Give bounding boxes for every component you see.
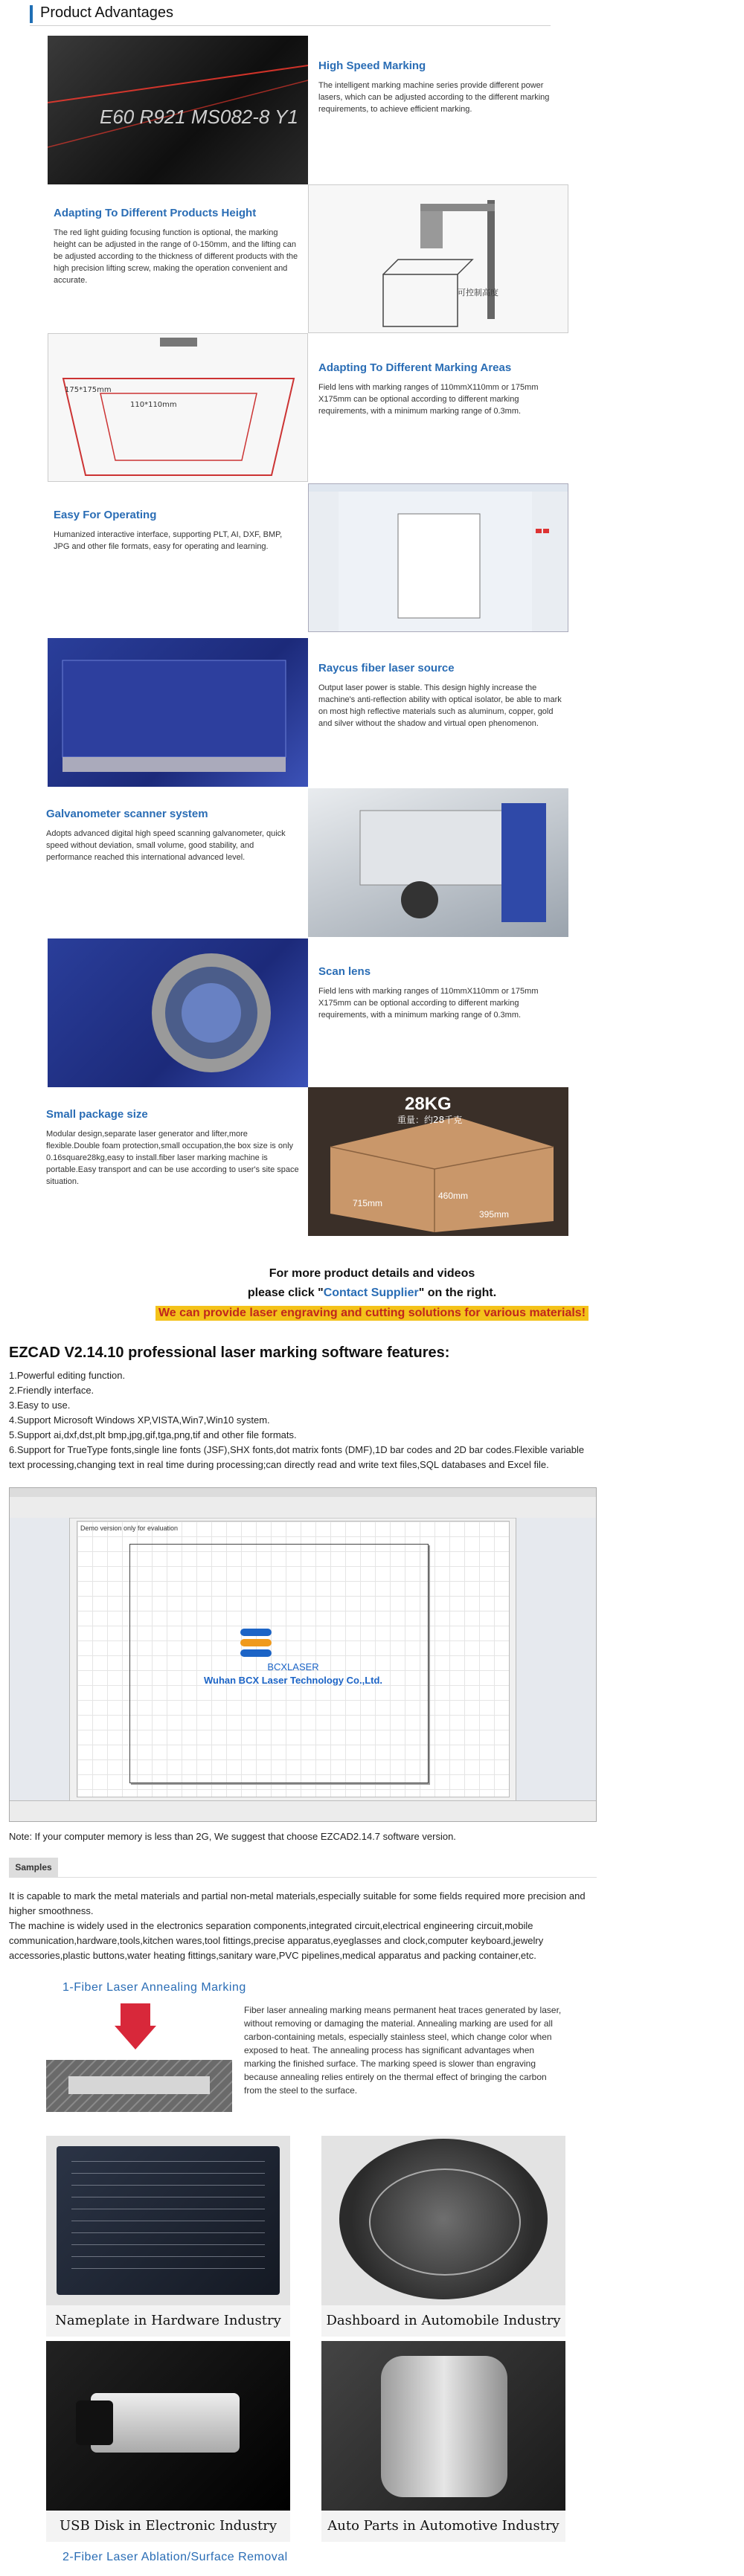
area-label-large: 175*175mm xyxy=(65,386,112,394)
annealing-heading: 1-Fiber Laser Annealing Marking xyxy=(62,1981,246,1994)
feature-areas xyxy=(318,361,564,417)
contact-supplier-link[interactable]: Contact Supplier xyxy=(323,1287,419,1299)
ezcad-feature-list xyxy=(9,1368,597,1472)
feature-title: Adapting To Different Products Height xyxy=(54,207,257,219)
weight-label: 28KG xyxy=(405,1094,452,1114)
feature-height xyxy=(54,207,299,286)
feature-body: Field lens with marking ranges of 110mmX110mm or 175mm X175mm can be optional according to different marking requirements, with a minimum marking range of 0.3mm. xyxy=(318,383,539,416)
feature-package xyxy=(46,1108,299,1188)
feature-title: Scan lens xyxy=(318,965,371,978)
gallery-caption: Auto Parts in Automotive Industry xyxy=(321,2511,565,2542)
samples-tab[interactable]: Samples xyxy=(9,1858,58,1877)
feature-raycus xyxy=(318,662,564,730)
bcx-logo-icon xyxy=(237,1626,275,1658)
ezcad-screenshot xyxy=(9,1487,597,1822)
engraved-part-text: E60 R921 MS082-8 Y1 xyxy=(100,106,298,128)
samples-divider xyxy=(9,1877,597,1878)
list-item: 5.Support ai,dxf,dst,plt bmp,jpg,gif,tga,png,tif and other file formats. xyxy=(9,1429,297,1440)
box-width-label: 395mm xyxy=(479,1209,510,1220)
memory-note: Note: If your computer memory is less than 2G, We suggest that choose EZCAD2.14.7 software version. xyxy=(9,1831,456,1842)
annealing-diagram xyxy=(46,2003,232,2115)
feature-body: Output laser power is stable. This design highly increase the machine's anti-reflection ability with optical isolator, be able to mark on most high reflective materials such as aluminum, copper, gold and silver without the shadow and virtual open phenomenon. xyxy=(318,683,562,728)
feature-body: Humanized interactive interface, supporting PLT, AI, DXF, BMP, JPG and other file formats, easy for operating and learning. xyxy=(54,530,283,551)
list-item: 6.Support for TrueType fonts,single line fonts (JSF),SHX fonts,dot matrix fonts (DMF),1D bar codes and 2D bar codes.Flexible variable text processing,changing text in real time during processing;can directly read and write text files,SQL databases and Excel file. xyxy=(9,1444,585,1470)
height-adjust-image xyxy=(308,184,568,333)
ablation-heading: 2-Fiber Laser Ablation/Surface Removal xyxy=(62,2551,288,2563)
gallery-caption: USB Disk in Electronic Industry xyxy=(46,2511,290,2542)
feature-body: Field lens with marking ranges of 110mmX110mm or 175mm X175mm can be optional according to different marking requirements, with a minimum marking range of 0.3mm. xyxy=(318,987,539,1020)
feature-title: Small package size xyxy=(46,1108,148,1121)
gallery-caption: Dashboard in Automobile Industry xyxy=(321,2305,565,2337)
high-speed-marking-image xyxy=(48,36,308,184)
marking-area-image xyxy=(48,333,308,482)
feature-high-speed xyxy=(318,59,564,115)
feature-title: Galvanometer scanner system xyxy=(46,808,208,820)
annealing-description: Fiber laser annealing marking means permanent heat traces generated by laser, without removing or damaging the material. Annealing marking are used for all carbon-containing metals, especially stainless steel, which change color when exposed to heat. The annealing process has significant advantages when marking the finished surface. The marking speed is slower than engraving because annealing relies entirely on the thermal effect of bringing the carbon from the steel to the surface. xyxy=(244,2005,562,2096)
sample-usb-disk xyxy=(46,2341,290,2542)
list-item: 2.Friendly interface. xyxy=(9,1385,94,1396)
feature-body: The red light guiding focusing function is optional, the marking height can be adjusted in the range of 0-150mm, and the lifting can be adjusted according to the thickness of different products with the high precision lifting screw, making the operation convenient and accurate. xyxy=(54,228,298,285)
ezcad-title: EZCAD V2.14.10 professional laser marking software features: xyxy=(9,1345,450,1361)
height-label: 可控制高度 xyxy=(458,288,498,297)
scan-lens-image xyxy=(48,938,308,1087)
cta-line1: For more product details and videos xyxy=(269,1267,475,1280)
galvo-scanner-image xyxy=(308,788,568,937)
sample-dashboard xyxy=(321,2136,565,2337)
list-item: 4.Support Microsoft Windows XP,VISTA,Win7,Win10 system. xyxy=(9,1414,270,1426)
sample-auto-parts xyxy=(321,2341,565,2542)
raycus-laser-image xyxy=(48,638,308,787)
software-screenshot-thumb xyxy=(308,483,568,632)
feature-title: Easy For Operating xyxy=(54,509,157,521)
feature-scan-lens xyxy=(318,965,564,1021)
samples-applications: The machine is widely used in the electronics separation components,integrated circuit,electrical engineering circuit,mobile communication,hardware,tools,kitchen wares,tool fittings,precise apparatus,eyeglasses and clock,computer keyboard,jewelry accessories,plastic buttons,water heating fittings,sanitary ware,PVC pipelines,medical apparatus and packing container,etc. xyxy=(9,1920,544,1961)
weight-label-cn: 重量：约28千克 xyxy=(397,1115,463,1125)
feature-title: Raycus fiber laser source xyxy=(318,662,455,674)
samples-intro: It is capable to mark the metal materials and partial non-metal materials,especially suitable for some fields required more precision and higher smoothness. xyxy=(9,1890,586,1916)
demo-watermark: Demo version only for evaluation xyxy=(80,1524,179,1532)
feature-body: Adopts advanced digital high speed scanning galvanometer, quick speed without deviation, small volume, good stability, and performance reached this international advanced level. xyxy=(46,829,286,862)
section-title-bar xyxy=(30,3,551,26)
cta-line3: We can provide laser engraving and cutting solutions for various materials! xyxy=(0,1306,744,1321)
list-item: 1.Powerful editing function. xyxy=(9,1370,126,1381)
feature-galvo xyxy=(46,808,299,863)
feature-title: Adapting To Different Marking Areas xyxy=(318,361,512,374)
feature-body: The intelligent marking machine series provide different power lasers, which can be adjusted according to the different marking requirements, to achieve efficient marking. xyxy=(318,81,550,114)
list-item: 3.Easy to use. xyxy=(9,1400,71,1411)
cta-line2: please click "Contact Supplier" on the right. xyxy=(247,1287,497,1299)
gallery-caption: Nameplate in Hardware Industry xyxy=(46,2305,290,2337)
box-length-label: 715mm xyxy=(353,1198,383,1208)
company-text: Wuhan BCX Laser Technology Co.,Ltd. xyxy=(203,1675,383,1686)
sample-nameplate xyxy=(46,2136,290,2337)
feature-body: Modular design,separate laser generator and lifter,more flexible.Double foam protection,small occupation,the box size is only 0.16square28kg,easy to install.fiber laser marking machine is portable.Easy transport and can be use according to user's site space situation. xyxy=(46,1130,299,1186)
box-height-label: 460mm xyxy=(438,1191,469,1201)
area-label-small: 110*110mm xyxy=(130,401,177,409)
logo-text: BCXLASER xyxy=(267,1661,319,1672)
feature-operating xyxy=(54,509,299,553)
package-box-image xyxy=(308,1087,568,1236)
section-title: Product Advantages xyxy=(40,4,174,21)
feature-title: High Speed Marking xyxy=(318,59,426,72)
title-accent-bar xyxy=(30,5,33,23)
